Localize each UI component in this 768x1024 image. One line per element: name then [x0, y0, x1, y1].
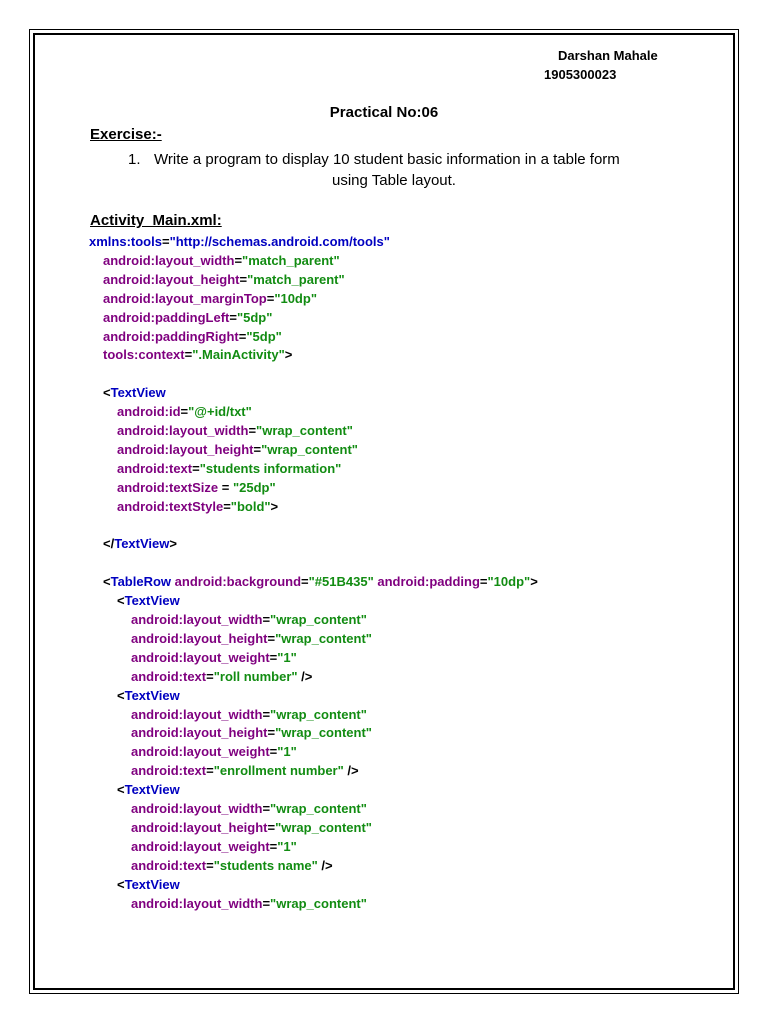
code-token: =	[269, 649, 278, 665]
author-name: Darshan Mahale	[558, 48, 658, 63]
code-token: "wrap_content"	[275, 725, 372, 741]
code-token: TextView	[114, 536, 170, 552]
code-token: "wrap_content"	[270, 706, 367, 722]
code-token: "wrap_content"	[270, 895, 367, 911]
code-token: "25dp"	[232, 479, 276, 495]
code-token: =	[206, 763, 214, 779]
code-token: >	[284, 347, 293, 363]
code-line	[131, 650, 297, 666]
code-token: =	[184, 347, 193, 363]
code-line	[117, 688, 180, 704]
code-token: "wrap_content"	[256, 423, 353, 438]
code-token: android:layout_height	[131, 725, 268, 741]
code-line	[131, 612, 367, 628]
code-line	[131, 725, 372, 741]
code-token: =	[301, 574, 309, 590]
code-token: android:textStyle	[117, 498, 224, 514]
code-token: </	[103, 536, 115, 552]
code-token: android:layout_width	[117, 423, 249, 438]
code-line	[131, 707, 367, 723]
code-token: "wrap_content"	[270, 612, 367, 627]
code-token: =	[267, 630, 276, 646]
code-line	[131, 631, 372, 647]
code-token: "@+id/txt"	[188, 404, 252, 420]
code-line	[131, 744, 297, 760]
code-token: >	[530, 574, 538, 590]
code-token: android:layout_height	[103, 271, 240, 287]
code-token: =	[206, 668, 214, 684]
code-line	[103, 310, 272, 326]
code-token: =	[239, 271, 248, 287]
code-line	[117, 423, 353, 439]
code-token: =	[262, 801, 271, 816]
code-token: =	[262, 895, 271, 911]
code-token: android:layout_height	[117, 441, 254, 457]
code-token: TextView	[124, 876, 180, 892]
code-token: TextView	[110, 385, 166, 401]
code-token: android:layout_weight	[131, 838, 270, 854]
code-token: <	[117, 687, 125, 703]
code-token: =	[269, 744, 278, 760]
code-token: >	[169, 536, 177, 552]
code-token: =	[267, 725, 276, 741]
practical-title: Practical No:06	[329, 104, 439, 121]
task-number: 1.	[128, 151, 141, 168]
code-token: />	[297, 668, 313, 684]
code-token: "wrap_content"	[261, 441, 358, 457]
code-token: =	[262, 612, 271, 627]
code-token: tools:context	[103, 347, 185, 363]
code-token: "roll number"	[213, 668, 298, 684]
code-token: >	[270, 498, 279, 514]
code-line	[117, 480, 276, 496]
code-token: "http://schemas.android.com/tools"	[169, 234, 390, 249]
code-line	[117, 404, 252, 420]
code-token: TextView	[124, 782, 180, 798]
roll-number: 1905300023	[544, 67, 617, 82]
code-token: =	[218, 479, 233, 495]
code-token: <	[103, 385, 111, 401]
code-token: "1"	[277, 744, 297, 760]
code-token: =	[248, 423, 257, 438]
file-heading: Activity_Main.xml:	[90, 212, 222, 229]
code-token: android:layout_width	[131, 895, 263, 911]
code-token: "wrap_content"	[275, 819, 372, 835]
code-line	[131, 820, 372, 836]
code-token: android:paddingLeft	[103, 309, 230, 325]
code-token: =	[266, 290, 275, 306]
code-token: <	[103, 574, 111, 590]
code-line	[117, 593, 180, 609]
code-token: android:layout_height	[131, 630, 268, 646]
code-line	[103, 536, 177, 552]
code-token: android:layout_weight	[131, 649, 270, 665]
code-token: =	[479, 574, 488, 590]
code-token: android:paddingRight	[103, 328, 239, 344]
code-line	[103, 253, 340, 269]
code-line	[131, 669, 312, 685]
task-text-line-2: using Table layout.	[332, 172, 456, 189]
code-line	[117, 782, 180, 798]
code-token: =	[262, 706, 271, 722]
code-line	[103, 347, 292, 363]
code-line	[117, 442, 358, 458]
code-token: TextView	[124, 687, 180, 703]
code-token: "match_parent"	[247, 271, 345, 287]
code-token: android:background	[174, 574, 302, 590]
code-token: "10dp"	[487, 574, 531, 590]
code-token: "enrollment number"	[213, 763, 344, 779]
code-token: android:layout_width	[103, 252, 235, 268]
code-token: "wrap_content"	[275, 630, 372, 646]
code-token: =	[161, 234, 170, 249]
exercise-heading: Exercise:-	[90, 126, 162, 143]
code-token: android:padding	[377, 574, 480, 590]
code-token: TableRow	[110, 574, 172, 590]
code-line	[131, 858, 333, 874]
task-text-line-1: Write a program to display 10 student basic information in a table form	[154, 151, 620, 168]
code-token: "1"	[277, 649, 297, 665]
code-token: =	[253, 441, 262, 457]
code-token: android:layout_width	[131, 801, 263, 816]
code-token: =	[206, 857, 214, 873]
code-token: =	[180, 404, 189, 420]
code-token: =	[234, 252, 243, 268]
code-line	[103, 291, 317, 307]
code-token: <	[117, 593, 125, 609]
code-token: =	[223, 498, 231, 514]
code-token: TextView	[124, 593, 180, 609]
code-token: android:layout_marginTop	[103, 290, 267, 306]
code-token: />	[317, 857, 333, 873]
code-token: android:text	[131, 763, 207, 779]
code-line	[103, 574, 538, 590]
code-token: />	[343, 763, 359, 779]
code-token: "students information"	[199, 460, 342, 476]
code-token: "5dp"	[236, 309, 273, 325]
code-token: =	[267, 819, 276, 835]
code-line	[103, 385, 166, 401]
code-token: "bold"	[230, 498, 271, 514]
code-token: android:id	[117, 404, 181, 420]
code-token: =	[238, 328, 247, 344]
code-token: ".MainActivity"	[192, 347, 285, 363]
code-token: android:layout_width	[131, 706, 263, 722]
code-token: android:textSize	[117, 479, 219, 495]
code-token: "wrap_content"	[270, 801, 367, 816]
code-line	[117, 461, 341, 477]
code-token: =	[229, 309, 237, 325]
code-token: android:layout_weight	[131, 744, 270, 760]
code-line	[103, 329, 282, 345]
code-line	[131, 839, 297, 855]
code-token: <	[117, 782, 125, 798]
code-token: <	[117, 876, 125, 892]
code-token: android:text	[131, 668, 207, 684]
code-token: =	[269, 838, 278, 854]
code-line	[103, 272, 345, 288]
code-line	[117, 499, 278, 515]
code-token: android:text	[117, 460, 193, 476]
code-line	[89, 234, 390, 250]
code-token: xmlns:tools	[89, 234, 162, 249]
code-line	[131, 801, 367, 817]
code-token: "#51B435"	[308, 574, 374, 590]
code-token: "5dp"	[246, 328, 282, 344]
code-token: android:text	[131, 857, 207, 873]
code-token: =	[192, 460, 200, 476]
code-token: android:layout_height	[131, 819, 268, 835]
code-token: "1"	[277, 838, 297, 854]
code-token: "students name"	[213, 857, 318, 873]
code-token: "match_parent"	[242, 252, 340, 268]
code-line	[131, 763, 359, 779]
code-line	[117, 877, 180, 893]
code-line	[131, 896, 367, 912]
code-token: "10dp"	[274, 290, 317, 306]
code-token: android:layout_width	[131, 612, 263, 627]
